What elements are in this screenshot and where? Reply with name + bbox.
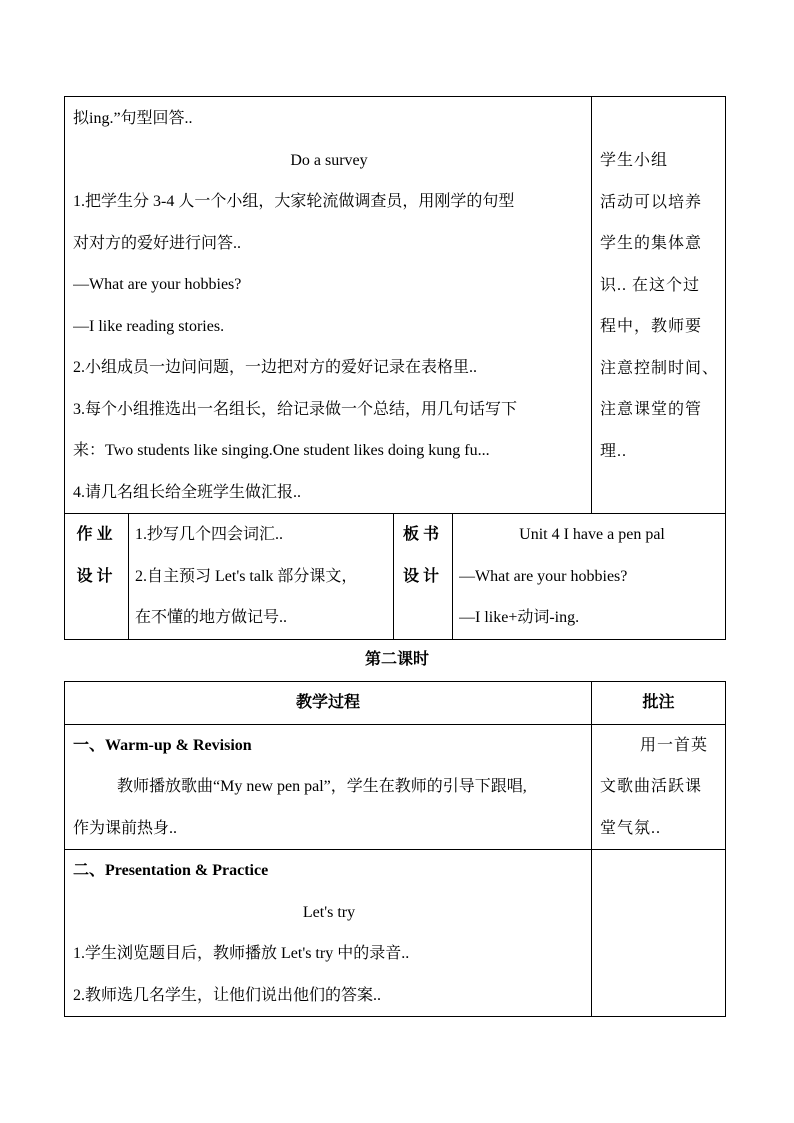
- note-line: 识.. 在这个过: [600, 276, 701, 294]
- activity-line: 1.把学生分 3-4 人一个小组，大家轮流做调查员，用刚学的句型: [73, 193, 515, 210]
- note-line: 学生小组: [600, 152, 669, 169]
- note-line: 理..: [600, 442, 628, 460]
- header-process-cell: [65, 682, 592, 725]
- presentation-title: 二、Presentation & Practice: [73, 862, 269, 879]
- note-line: 程中，教师要: [600, 318, 703, 335]
- board-label-cell: [394, 514, 453, 640]
- homework-line: 1.抄写几个四会词汇..: [135, 526, 284, 543]
- board-label: 设计: [402, 567, 443, 585]
- note-line: 堂气氛..: [600, 819, 662, 837]
- warmup-title: 一、Warm-up & Revision: [73, 736, 252, 754]
- activity-cell: [65, 97, 592, 514]
- warmup-line: 教师播放歌曲“My new pen pal”，学生在教师的引导下跟唱,: [117, 778, 527, 795]
- lesson-plan-table-2: [64, 681, 726, 1017]
- homework-line: 在不懂的地方做记号..: [135, 609, 288, 626]
- warmup-line: 作为课前热身..: [73, 819, 178, 837]
- header-note-cell: [592, 682, 726, 725]
- note-line: 活动可以培养: [600, 193, 703, 211]
- activity-line: —What are your hobbies?: [73, 276, 242, 293]
- board-label: 板书: [402, 526, 443, 543]
- lesson-title: 第二课时: [364, 651, 429, 668]
- note-line: 文歌曲活跃课: [600, 778, 703, 795]
- activity-line: 来：Two students like singing.One student likes doing kung fu...: [73, 442, 490, 459]
- activity-line: 2.小组成员一边问问题，一边把对方的爱好记录在表格里..: [73, 359, 478, 376]
- activity-line: 对对方的爱好进行问答..: [73, 234, 242, 252]
- board-line: Unit 4 I have a pen pal: [519, 526, 665, 543]
- activity-line: —I like reading stories.: [73, 317, 225, 335]
- header-note: 批注: [642, 694, 675, 711]
- presentation-cell: [65, 850, 592, 1017]
- warmup-note-cell: [592, 724, 726, 850]
- header-process: 教学过程: [295, 694, 360, 711]
- activity-line: 4.请几名组长给全班学生做汇报..: [73, 483, 302, 501]
- note-line: 学生的集体意: [600, 235, 703, 252]
- note-line: 注意控制时间、: [600, 359, 720, 377]
- homework-label: 作业: [76, 526, 117, 543]
- warmup-cell: [65, 724, 592, 850]
- homework-label: 设计: [76, 567, 117, 585]
- activity-heading: Do a survey: [290, 151, 368, 169]
- lesson-plan-table-1: [64, 96, 726, 640]
- presentation-line: 2.教师选几名学生，让他们说出他们的答案..: [73, 986, 382, 1004]
- homework-line: 2.自主预习 Let's talk 部分课文，: [135, 567, 358, 585]
- note-line: 用一首英: [640, 736, 709, 754]
- presentation-line: 1.学生浏览题目后，教师播放 Let's try 中的录音..: [73, 945, 410, 962]
- presentation-note-cell: [592, 850, 726, 1017]
- note-line: 注意课堂的管: [600, 401, 703, 418]
- activity-note-cell: [592, 97, 726, 514]
- board-line: —I like+动词-ing.: [459, 609, 580, 626]
- activity-line: 3.每个小组推选出一名组长，给记录做一个总结，用几句话写下: [73, 400, 518, 418]
- board-cell: [453, 514, 726, 640]
- homework-cell: [129, 514, 394, 640]
- presentation-subtitle: Let's try: [302, 903, 356, 921]
- board-line: —What are your hobbies?: [459, 567, 628, 585]
- homework-label-cell: [65, 514, 129, 640]
- activity-line: 拟ing.”句型回答..: [73, 110, 193, 127]
